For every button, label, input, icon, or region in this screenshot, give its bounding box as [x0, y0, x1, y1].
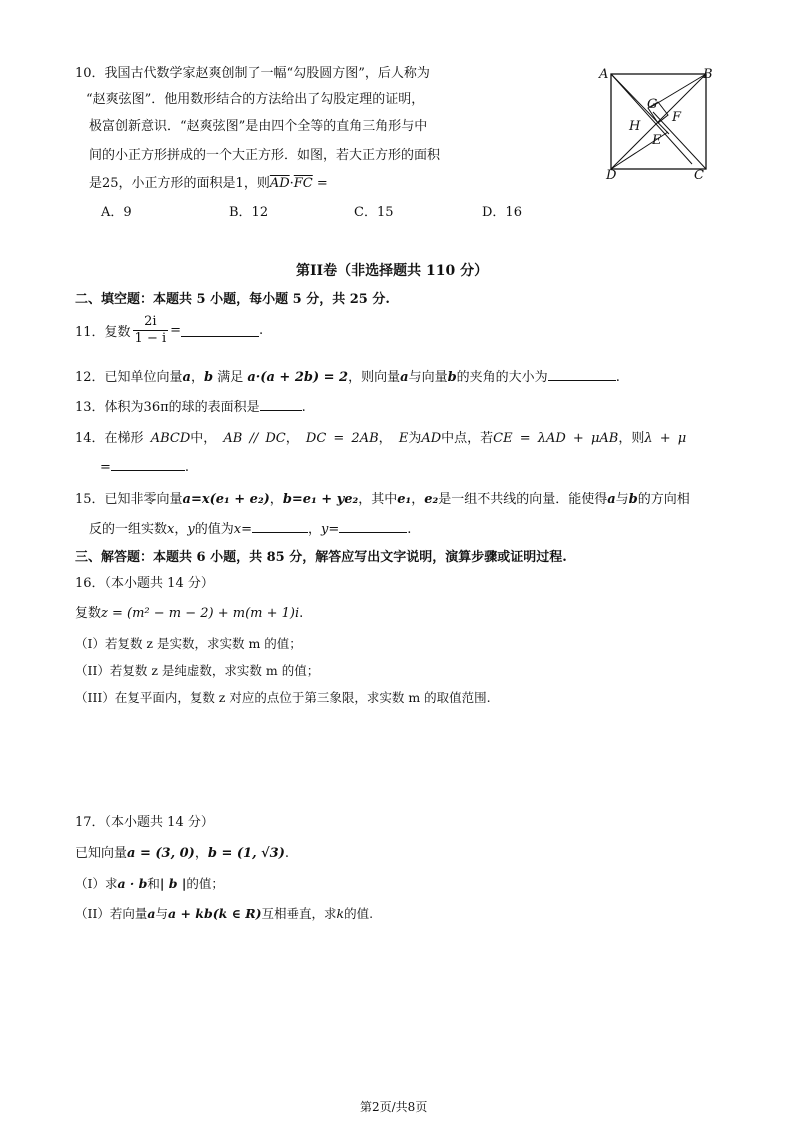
label-g: G: [647, 97, 658, 112]
q17-item2-k: k: [336, 906, 345, 921]
q14-parallel: AB // DC: [223, 431, 286, 446]
q10-vector-ad: $\overline{AD}$: [269, 176, 290, 191]
q11-answer-blank[interactable]: [181, 324, 259, 337]
q12-expr: a·(a + 2b) = 2: [247, 370, 349, 385]
q15-text-g: 的方向相: [637, 492, 690, 507]
q16-stem-text: 复数: [75, 606, 102, 621]
q15-y-eq: y=: [321, 522, 340, 537]
q12-vec-a: a: [182, 370, 191, 385]
q16-title: 16．（本小题共 14 分）: [75, 576, 214, 591]
q14-text-g: ，则: [618, 431, 645, 446]
q15-end: .: [407, 522, 412, 537]
q12-answer-blank[interactable]: [548, 368, 616, 381]
q14-line-1: [75, 427, 686, 446]
q10-vector-fc: $\overline{FC}$: [293, 176, 313, 191]
q16-item-1: （I）若复数 z 是实数，求实数 m 的值；: [75, 636, 302, 651]
q14-text-d: ，: [378, 431, 392, 446]
label-f: F: [672, 110, 682, 125]
q15-text-b: ，: [269, 492, 283, 507]
q15-e1: e₁: [397, 492, 412, 507]
q17-stem: [75, 842, 289, 861]
q12-end: .: [615, 370, 620, 385]
q15-va: a: [607, 492, 616, 507]
q17-item1-c: 的值；: [186, 876, 224, 891]
q10-option-a: A．9: [101, 205, 132, 220]
q14-lambda-mu: λ + μ: [644, 431, 687, 446]
q10-option-d: D．16: [482, 205, 522, 220]
q14-text-a: 14．在梯形: [75, 431, 144, 446]
q11-numerator: 2i: [133, 314, 169, 331]
q15-comma: ，: [307, 522, 321, 537]
q15-text-a: 15．已知非零向量: [75, 492, 183, 507]
q17-end: .: [284, 846, 290, 861]
q15-x: x: [167, 522, 175, 537]
part-2-title: 第II卷（非选择题共 110 分）: [296, 263, 489, 279]
q15-line2-b: ，: [174, 522, 188, 537]
section-3-header: 三、解答题：本题共 6 小题，共 85 分，解答应写出文字说明，演算步骤或证明过程.: [75, 550, 567, 565]
q14-answer-blank[interactable]: [111, 458, 185, 471]
q11-fraction: [133, 314, 169, 347]
q17-comma: ，: [194, 846, 208, 861]
q17-item2-expr: a + kb(k ∈ R): [168, 906, 262, 921]
q10-equals: =: [312, 176, 328, 191]
q17-item1-ab: a · b: [117, 876, 148, 891]
q15-text-c: ，其中: [358, 492, 398, 507]
q10-option-b: B．12: [229, 205, 269, 220]
q17-item2-b: 与: [155, 906, 169, 921]
q10-dot: ·: [289, 176, 294, 191]
zhao-shuang-diagram: [596, 62, 716, 182]
q17-item2-a: （II）若向量: [75, 906, 148, 921]
q10-option-c: C．15: [354, 205, 394, 220]
q14-line2-eq: =: [100, 460, 111, 475]
q13-answer-blank[interactable]: [260, 398, 302, 411]
q11-denominator: 1 − i: [134, 331, 167, 346]
label-h: H: [629, 119, 641, 134]
q12-vec-b: b: [204, 370, 214, 385]
q12-vec-b-2: b: [447, 370, 457, 385]
q10-line-1: 10．我国古代数学家赵爽创制了一幅“勾股圆方图”，后人称为: [75, 66, 430, 81]
q12-vec-a-2: a: [400, 370, 409, 385]
q14-text-f: 中点，若: [441, 431, 494, 446]
q17-item1-b: 和: [147, 876, 160, 891]
q15-text-e: 是一组不共线的向量．能使得: [438, 492, 608, 507]
q10-line-3: 极富创新意识．“赵爽弦图”是由四个全等的直角三角形与中: [89, 119, 428, 134]
label-b: B: [703, 67, 713, 82]
q13-end: .: [301, 400, 306, 415]
q10-line-4: 间的小正方形拼成的一个大正方形．如图，若大正方形的面积: [89, 148, 441, 163]
q10-line-2: “赵爽弦图”．他用数形结合的方法给出了勾股定理的证明，: [86, 92, 425, 107]
q17-item2-c: 互相垂直，求: [261, 906, 337, 921]
q16-item-2: （II）若复数 z 是纯虚数，求实数 m 的值；: [75, 663, 320, 678]
q12-text-b: 满足: [213, 370, 248, 385]
label-c: C: [694, 168, 704, 182]
q16-stem: [75, 602, 303, 621]
q11: [75, 314, 263, 347]
q14-text-c: ，: [285, 431, 299, 446]
page-footer: 第2页/共8页: [360, 1100, 428, 1114]
q15-text-f: 与: [615, 492, 629, 507]
q15-y-blank[interactable]: [339, 520, 407, 533]
q15-x-blank[interactable]: [252, 520, 308, 533]
q14-end: .: [184, 460, 190, 475]
q17-expr-a: a = (3, 0): [127, 846, 195, 861]
q14-text-b: 中，: [190, 431, 217, 446]
q10-line-5-text: 是25，小正方形的面积是1，则: [89, 176, 270, 191]
q12: [75, 366, 620, 385]
q17-title: 17．（本小题共 14 分）: [75, 815, 214, 830]
q15-expr1: a=x(e₁ + e₂): [182, 492, 270, 507]
q12-text-d: 与向量: [408, 370, 448, 385]
q17-item2-d: 的值.: [344, 906, 374, 921]
q15-y: y: [187, 522, 195, 537]
q15-x-eq: x=: [233, 522, 252, 537]
q14-text-e: 为: [408, 431, 422, 446]
q11-end: .: [259, 323, 264, 338]
section-2-header: 二、填空题：本题共 5 小题，每小题 5 分，共 25 分.: [75, 292, 390, 307]
q17-item2-va: a: [147, 906, 156, 921]
q13-text-b: 的球的表面积是: [168, 400, 260, 415]
q15-e2: e₂: [424, 492, 439, 507]
q14-abcd: ABCD: [150, 431, 191, 446]
label-a: A: [599, 67, 609, 82]
q16-expr: z = (m² − m − 2) + m(m + 1)i: [101, 606, 300, 621]
q12-comma: ，: [190, 370, 204, 385]
q16-end: .: [299, 606, 304, 621]
q15-line2-a: 反的一组实数: [89, 522, 168, 537]
q13-text-a: 13．体积为: [75, 400, 144, 415]
q14-e: E: [398, 431, 409, 446]
q17-item1-mod: | b |: [159, 876, 187, 891]
q13: [75, 396, 306, 415]
q16-item-3: （III）在复平面内，复数 z 对应的点位于第三象限，求实数 m 的取值范围.: [75, 690, 491, 705]
q15-line-1: [75, 488, 690, 507]
q15-line-2: [89, 518, 411, 537]
q14-line-2: [100, 458, 189, 475]
q12-text-a: 12．已知单位向量: [75, 370, 183, 385]
q15-line2-c: 的值为: [194, 522, 234, 537]
label-e: E: [652, 133, 662, 148]
q12-text-e: 的夹角的大小为: [456, 370, 548, 385]
q11-eq: =: [170, 323, 182, 338]
q15-vb: b: [628, 492, 638, 507]
label-d: D: [606, 168, 617, 182]
q17-expr-b: b = (1, √3): [207, 846, 285, 861]
q15-expr2: b=e₁ + ye₂: [282, 492, 359, 507]
q14-vector-expr: CE = λAD + μAB: [493, 431, 619, 446]
q14-eq: DC = 2AB: [305, 431, 379, 446]
q15-text-d: ，: [411, 492, 425, 507]
q14-ad: AD: [421, 431, 442, 446]
q17-item1-a: （I）求: [75, 876, 118, 891]
q10-line-5: [89, 172, 328, 191]
q17-item-2: [75, 904, 373, 922]
q13-expr: 36π: [143, 400, 169, 415]
q11-prefix: 11．复数: [75, 325, 131, 340]
q17-stem-text: 已知向量: [75, 846, 128, 861]
q17-item-1: [75, 874, 224, 892]
q12-text-c: ，则向量: [348, 370, 401, 385]
